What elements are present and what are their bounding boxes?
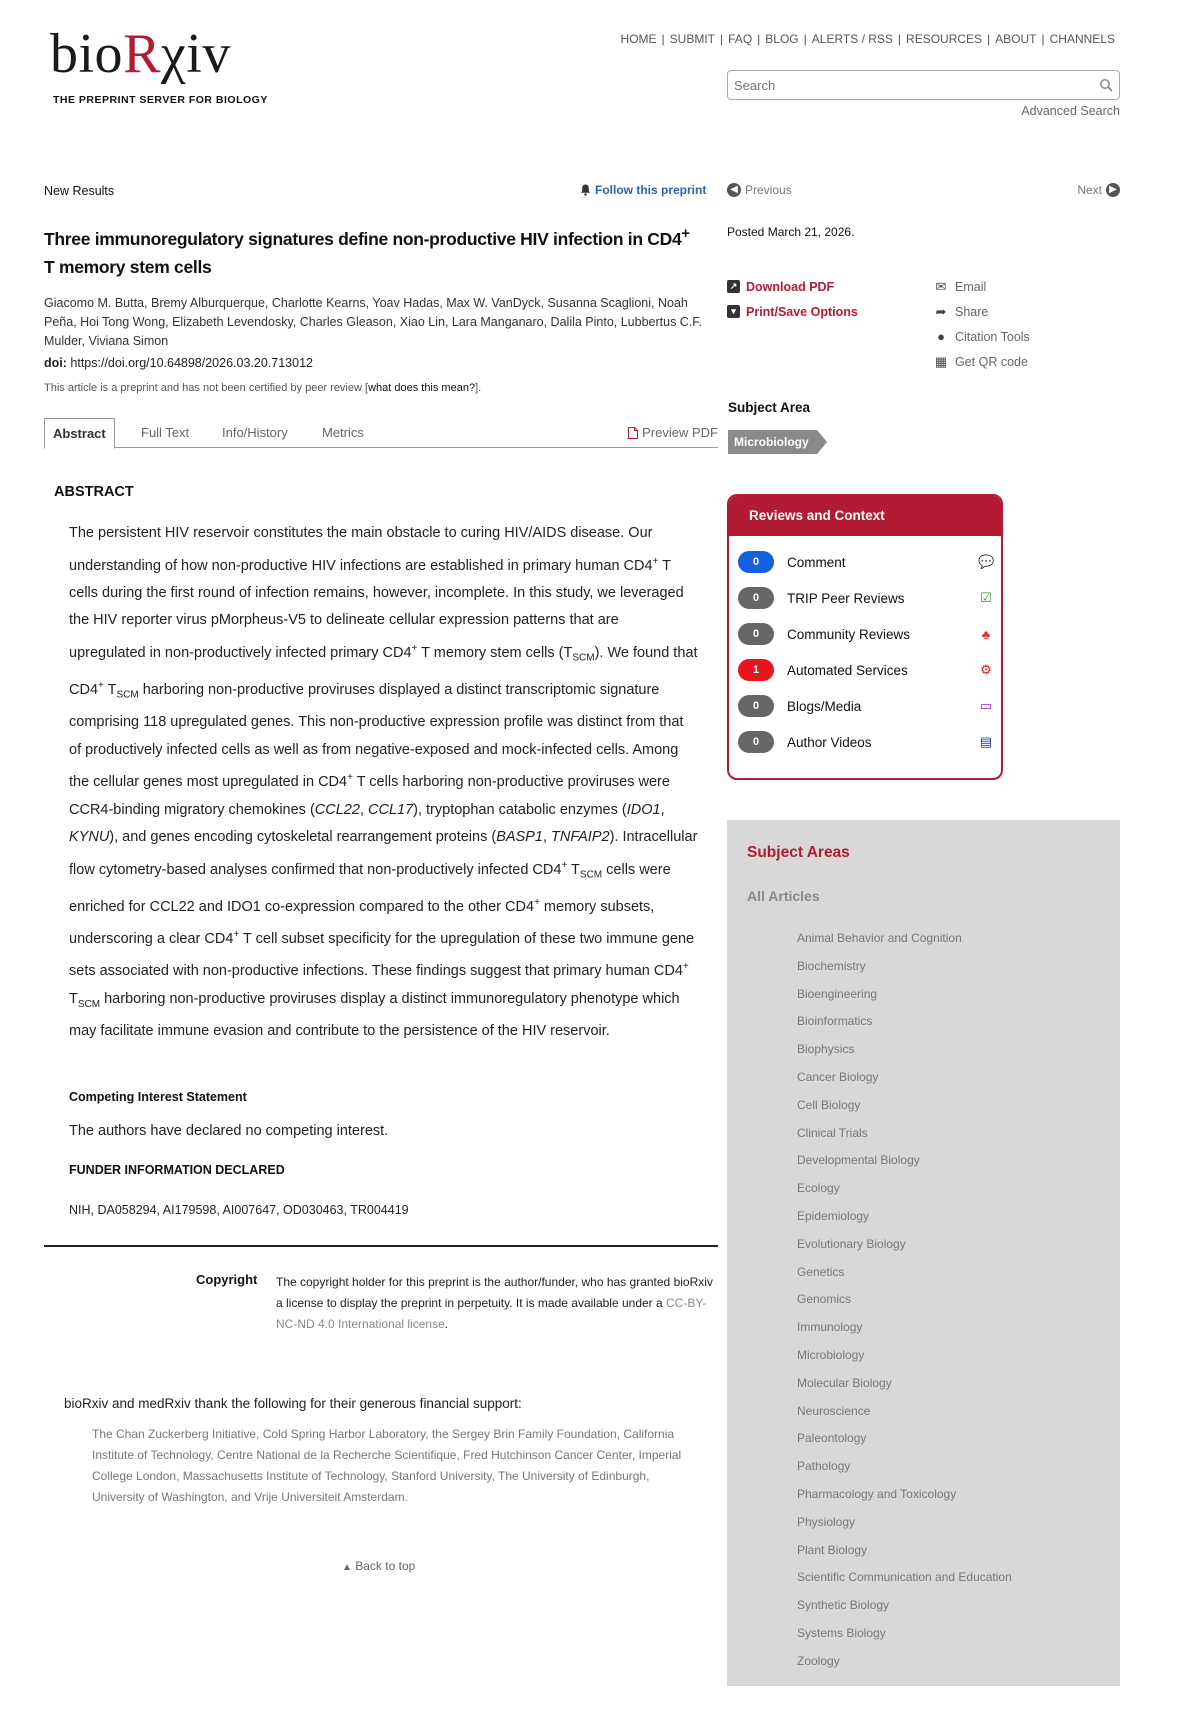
nav-home[interactable]: HOME bbox=[620, 32, 657, 46]
qr-code-link[interactable] bbox=[933, 349, 1030, 374]
globe-icon: ● bbox=[937, 329, 945, 344]
logo-tagline: THE PREPRINT SERVER FOR BIOLOGY bbox=[53, 94, 268, 106]
reviews-item-label: TRIP Peer Reviews bbox=[787, 590, 905, 606]
share-arrow-icon: ➦ bbox=[935, 303, 947, 319]
citation-tools-link[interactable] bbox=[933, 324, 1030, 349]
subject-area-item[interactable]: Evolutionary Biology bbox=[797, 1236, 906, 1251]
subject-area-item[interactable]: Zoology bbox=[797, 1653, 840, 1668]
print-save-options-link[interactable] bbox=[727, 299, 858, 324]
peer-review-disclaimer bbox=[44, 382, 481, 394]
subject-area-item[interactable]: Physiology bbox=[797, 1514, 856, 1529]
preview-pdf-label: Preview PDF bbox=[642, 425, 718, 440]
logo-r: R bbox=[123, 23, 161, 85]
comment-bubble-icon: 💬 bbox=[978, 554, 995, 569]
previous-label: Previous bbox=[745, 183, 792, 197]
nav-about[interactable]: ABOUT bbox=[995, 32, 1037, 46]
competing-interest-heading: Competing Interest Statement bbox=[69, 1090, 247, 1104]
subject-area-item[interactable]: Immunology bbox=[797, 1320, 863, 1335]
subject-area-item[interactable]: Scientific Communication and Education bbox=[797, 1570, 1012, 1585]
count-badge: 0 bbox=[738, 587, 774, 609]
gears-icon: ⚙ bbox=[980, 662, 992, 677]
subject-area-item[interactable]: Bioinformatics bbox=[797, 1014, 873, 1029]
users-icon: ♣ bbox=[981, 626, 991, 642]
arrow-right-icon: ▶ bbox=[1106, 183, 1120, 197]
count-badge: 0 bbox=[738, 695, 774, 717]
copyright-body: The copyright holder for this preprint is the author/funder, who has granted bioRxiv a license to display the preprint in perpetuity. It is made available under a bbox=[276, 1275, 713, 1310]
copyright-label: Copyright bbox=[196, 1272, 258, 1287]
reviews-context-heading: Reviews and Context bbox=[729, 496, 1001, 536]
search-icon[interactable] bbox=[1099, 78, 1113, 92]
supporters-list: The Chan Zuckerberg Initiative, Cold Spring Harbor Laboratory, the Sergey Brin Family Foundation, California Institute of Technology, Centre National de la Recherche Scientifique, Fred Hutchinson Cancer Center, Imperial College London, Massachusetts Institute of Technology, Stanford University, The University of Edinburgh, University of Washington, and Vrije Universiteit Amsterdam. bbox=[92, 1427, 682, 1504]
reviews-item-trip-peer-reviews[interactable] bbox=[738, 587, 994, 609]
citation-tools-label: Citation Tools bbox=[955, 329, 1030, 344]
download-actions bbox=[727, 274, 858, 324]
subject-area-item[interactable]: Cell Biology bbox=[797, 1097, 861, 1112]
all-articles-link[interactable]: All Articles bbox=[747, 888, 820, 904]
share-actions bbox=[933, 274, 1030, 374]
follow-label: Follow this preprint bbox=[595, 183, 707, 197]
reviews-item-label: Automated Services bbox=[787, 662, 908, 678]
count-badge: 0 bbox=[738, 731, 774, 753]
tab-full-text[interactable]: Full Text bbox=[141, 425, 190, 440]
subject-area-item[interactable]: Ecology bbox=[797, 1181, 840, 1196]
pdf-file-icon bbox=[628, 427, 638, 439]
monitor-icon: ▭ bbox=[979, 698, 993, 713]
author-list: Giacomo M. Butta, Bremy Alburquerque, Charlotte Kearns, Yoav Hadas, Max W. VanDyck, Susanna Scaglioni, Noah Peña, Hoi Tong Wong, Elizabeth Levendosky, Charles Gleason, Xiao Lin, Lara Manganaro, Dalila Pinto, Lubbertus C.F. Mulder, Viviana Simon bbox=[44, 296, 703, 348]
subject-area-item[interactable]: Plant Biology bbox=[797, 1542, 868, 1557]
title-part2: T memory stem cells bbox=[44, 256, 212, 277]
nav-submit[interactable]: SUBMIT bbox=[669, 32, 716, 46]
tab-abstract[interactable]: Abstract bbox=[44, 418, 115, 449]
license-link[interactable]: CC-BY-NC-ND 4.0 International license bbox=[276, 1296, 707, 1331]
logo-suffix: χiv bbox=[160, 23, 231, 85]
funder-heading: FUNDER INFORMATION DECLARED bbox=[69, 1163, 285, 1177]
nav-channels[interactable]: CHANNELS bbox=[1049, 32, 1115, 46]
share-label: Share bbox=[955, 304, 989, 319]
support-heading: bioRxiv and medRxiv thank the following for their generous financial support: bbox=[64, 1396, 522, 1411]
reviews-item-label: Author Videos bbox=[787, 734, 872, 750]
subject-area-item[interactable]: Pharmacology and Toxicology bbox=[797, 1486, 957, 1501]
previous-link[interactable] bbox=[727, 183, 792, 197]
nav-faq[interactable]: FAQ bbox=[728, 32, 753, 46]
bell-icon bbox=[580, 184, 591, 196]
envelope-icon: ✉ bbox=[935, 278, 947, 294]
reviews-item-label: Community Reviews bbox=[787, 626, 911, 642]
share-link[interactable] bbox=[933, 299, 1030, 324]
doi-label: doi: bbox=[44, 356, 67, 370]
reviews-item-blogs-media[interactable] bbox=[738, 695, 994, 717]
subject-area-item[interactable]: Genomics bbox=[797, 1292, 852, 1307]
checkbox-icon: ☑ bbox=[980, 590, 992, 605]
email-link[interactable] bbox=[933, 274, 1030, 299]
reviews-context-box bbox=[727, 494, 1003, 780]
copyright-end: . bbox=[444, 1317, 449, 1331]
caret-down-icon: ▾ bbox=[727, 305, 740, 318]
doi-link[interactable]: https://doi.org/10.64898/2026.03.20.713012 bbox=[70, 356, 313, 370]
film-icon: ▤ bbox=[979, 734, 993, 749]
reviews-item-author-videos[interactable] bbox=[738, 731, 994, 753]
preview-pdf-link[interactable] bbox=[628, 418, 718, 448]
chevron-up-icon: ▲ bbox=[342, 1562, 352, 1573]
follow-preprint-link[interactable] bbox=[580, 183, 706, 197]
top-nav: HOME | SUBMIT | FAQ | BLOG | ALERTS / RSS | RESOURCES | ABOUT | CHANNELS bbox=[616, 32, 1120, 46]
subject-area-item[interactable]: Microbiology bbox=[797, 1347, 865, 1362]
divider bbox=[44, 1245, 718, 1247]
search-input[interactable] bbox=[734, 78, 1099, 93]
print-save-label: Print/Save Options bbox=[746, 304, 858, 319]
subject-area-item[interactable]: Neuroscience bbox=[797, 1403, 871, 1418]
tab-info-history[interactable]: Info/History bbox=[222, 425, 288, 440]
download-pdf-link[interactable] bbox=[727, 274, 858, 299]
advanced-search-link[interactable]: Advanced Search bbox=[1021, 104, 1120, 118]
disclaimer-text: This article is a preprint and has not been certified by peer review [ bbox=[44, 382, 369, 394]
posted-date: Posted March 21, 2026. bbox=[727, 225, 855, 239]
qr-code-icon: ▦ bbox=[934, 353, 948, 369]
tab-metrics[interactable]: Metrics bbox=[322, 425, 364, 440]
subject-area-item[interactable]: Genetics bbox=[797, 1264, 845, 1279]
reviews-item-automated-services[interactable] bbox=[738, 659, 994, 681]
arrow-left-icon: ◀ bbox=[727, 183, 741, 197]
logo-prefix: bio bbox=[50, 23, 124, 85]
subject-area-item[interactable]: Animal Behavior and Cognition bbox=[797, 931, 962, 945]
subject-areas-list bbox=[797, 930, 1012, 1681]
abstract-body: The persistent HIV reservoir constitutes the main obstacle to curing HIV/AIDS disease. Our understanding of how non-productive HIV infections are established in primary human CD4+ T cells during the first round of infection remains, however, incomplete. In this study, we leveraged the HIV reporter virus pMorpheus-V5 to delineate cellular expression patterns that are upregulated in non-productively infected primary CD4+ T memory stem cells $(T_{SCM})$. We found that CD4+ $T_{SCM}$ harboring non-productive proviruses displayed a distinct transcriptomic signature comprising 118 upregulated genes. This non-productive expression profile was distinct from that of productively infected cells as well as from negative-exposed and mock-infected cells. Among the cellular genes most upregulated in CD4+ T cells harboring non-productive proviruses were CCR4-binding migratory chemokines (CCL22, CCL17), tryptophan catabolic enzymes (IDO1, KYNU), and genes encoding cytoskeletal rearrangement proteins (BASP1, TNFAIP2). Intracellular flow cytometry-based analyses confirmed that non-productively infected CD4+ $T_{SCM}$ cells were enriched for CCL22 and IDO1 co-expression compared to the other CD4+ memory subsets, underscoring a clear CD4+ T cell subset specificity for the upregulation of these two immune gene sets associated with non-productive infections. These findings suggest that primary human CD4+ $T_{SCM}$ harboring non-productive proviruses display a distinct immunoregulatory phenotype which may facilitate immune evasion and contribute to the persistence of the HIV reservoir. bbox=[69, 525, 698, 1040]
download-pdf-label: Download PDF bbox=[746, 279, 835, 294]
subject-area-item[interactable]: Developmental Biology bbox=[797, 1153, 920, 1168]
subject-area-item[interactable]: Synthetic Biology bbox=[797, 1598, 890, 1613]
email-label: Email bbox=[955, 279, 987, 294]
reviews-item-comment[interactable] bbox=[738, 551, 994, 573]
biorxiv-logo[interactable] bbox=[50, 23, 231, 85]
next-link[interactable] bbox=[1077, 183, 1120, 197]
subject-areas-panel bbox=[727, 820, 1120, 1686]
subject-area-item[interactable]: Biophysics bbox=[797, 1042, 855, 1057]
search-box bbox=[727, 70, 1120, 100]
title-part1: Three immunoregulatory signatures define non-productive HIV infection in CD4 bbox=[44, 228, 682, 249]
subject-area-item[interactable]: Systems Biology bbox=[797, 1625, 886, 1640]
copyright-text bbox=[276, 1272, 716, 1335]
subject-areas-title: Subject Areas bbox=[747, 844, 850, 861]
subject-area-item[interactable]: Paleontology bbox=[797, 1431, 867, 1446]
subject-area-tag[interactable]: Microbiology bbox=[728, 430, 817, 454]
count-badge: 0 bbox=[738, 623, 774, 645]
subject-area-item[interactable]: Pathology bbox=[797, 1459, 851, 1474]
count-badge: 0 bbox=[738, 551, 774, 573]
competing-interest-text: The authors have declared no competing interest. bbox=[69, 1123, 389, 1139]
nav-resources[interactable]: RESOURCES bbox=[906, 32, 983, 46]
doi bbox=[44, 356, 313, 370]
subject-area-item[interactable]: Epidemiology bbox=[797, 1208, 870, 1223]
count-badge: 1 bbox=[738, 659, 774, 681]
nav-alerts-rss[interactable]: ALERTS / RSS bbox=[811, 32, 893, 46]
reviews-item-community-reviews[interactable] bbox=[738, 623, 994, 645]
reviews-item-label: Blogs/Media bbox=[787, 698, 862, 714]
funder-text: NIH, DA058294, AI179598, AI007647, OD030463, TR004419 bbox=[69, 1203, 409, 1217]
subject-area-item[interactable]: Cancer Biology bbox=[797, 1069, 879, 1084]
back-to-top-label: Back to top bbox=[355, 1559, 416, 1573]
article-tabs bbox=[44, 418, 718, 448]
qr-code-label: Get QR code bbox=[955, 354, 1028, 369]
what-does-this-mean-link[interactable]: what does this mean? bbox=[368, 382, 476, 394]
subject-area-item[interactable]: Biochemistry bbox=[797, 958, 866, 973]
next-label: Next bbox=[1077, 183, 1102, 197]
subject-area-item[interactable]: Molecular Biology bbox=[797, 1375, 892, 1390]
abstract-heading: ABSTRACT bbox=[54, 484, 134, 500]
article-category: New Results bbox=[44, 184, 115, 198]
reviews-item-label: Comment bbox=[787, 554, 846, 570]
disclaimer-end: ]. bbox=[475, 382, 482, 394]
subject-area-label: Subject Area bbox=[728, 400, 811, 415]
article-title bbox=[44, 220, 724, 281]
subject-area-item[interactable]: Bioengineering bbox=[797, 986, 878, 1001]
external-link-icon: ↗ bbox=[727, 280, 740, 293]
nav-blog[interactable]: BLOG bbox=[765, 32, 799, 46]
subject-area-item[interactable]: Clinical Trials bbox=[797, 1125, 868, 1140]
back-to-top-link[interactable] bbox=[342, 1559, 415, 1573]
title-sup: + bbox=[681, 226, 690, 242]
